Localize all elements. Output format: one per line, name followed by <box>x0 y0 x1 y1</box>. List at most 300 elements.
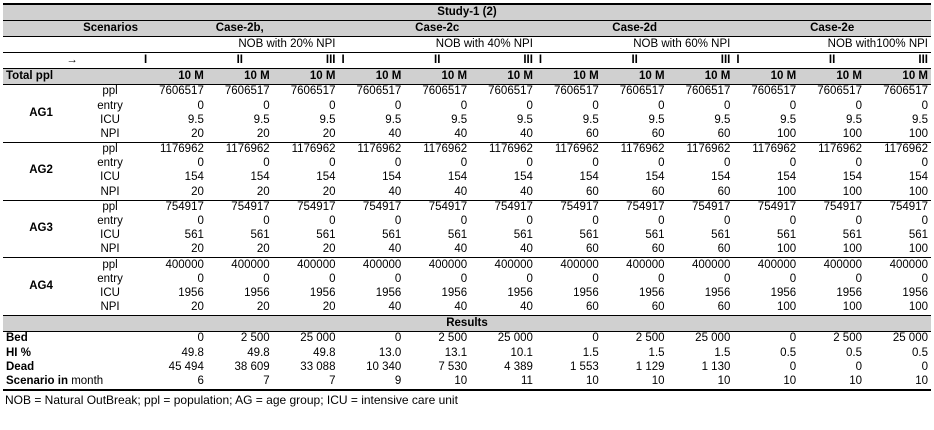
table-cell: 0 <box>723 99 731 112</box>
table-cell: 754917 <box>297 200 336 213</box>
table-row <box>3 157 931 171</box>
results-value: 10 <box>865 375 931 390</box>
table-cell: 60 <box>668 301 734 316</box>
table-cell: 754917 <box>362 200 402 213</box>
table-cell: 0 <box>263 272 270 285</box>
table-cell: 0 <box>460 157 468 170</box>
table-cell: 100 <box>865 301 931 316</box>
table-cell: 561 <box>711 229 731 242</box>
table-cell: 60 <box>668 243 734 258</box>
table-cell: 0 <box>789 157 797 170</box>
table-cell: 0 <box>592 272 599 285</box>
table-cell: 7606517 <box>619 85 665 98</box>
table-cell: 20 <box>273 301 339 316</box>
table-cell: 7606517 <box>356 85 402 98</box>
results-value: 0.5 <box>780 346 797 359</box>
table-cell: 400000 <box>494 258 533 271</box>
table-cell: 154 <box>579 171 599 184</box>
row-label: NPI <box>79 128 141 143</box>
table-cell: 561 <box>184 229 204 242</box>
table-cell: 9.5 <box>845 113 862 126</box>
table-cell: 20 <box>141 128 207 143</box>
table-cell: 1956 <box>770 286 797 299</box>
table-cell: 754917 <box>494 200 533 213</box>
table-cell: 60 <box>668 128 734 143</box>
table-cell: 1956 <box>704 286 731 299</box>
row-label: ICU <box>100 286 120 299</box>
table-cell: 60 <box>536 185 602 200</box>
table-cell: 1956 <box>309 286 336 299</box>
results-value: 10 <box>536 375 602 390</box>
title-row <box>3 4 931 21</box>
table-cell: 40 <box>470 185 536 200</box>
table-cell: 0 <box>329 157 336 170</box>
table-row <box>3 301 931 316</box>
table-cell: 20 <box>273 185 339 200</box>
roman-numeral: II <box>207 53 273 69</box>
results-value: 13.0 <box>378 346 402 359</box>
total-ppl-value: 10 M <box>799 69 865 85</box>
table-cell: 0 <box>329 99 336 112</box>
table-cell: 1176962 <box>620 143 665 156</box>
age-group-label: AG4 <box>3 258 79 316</box>
table-cell: 20 <box>141 185 207 200</box>
total-ppl-value: 10 M <box>207 69 273 85</box>
results-value: 7 <box>207 375 273 390</box>
results-value: 10 <box>733 375 799 390</box>
table-cell: 0 <box>526 215 533 228</box>
table-cell: 154 <box>908 171 928 184</box>
table-row <box>3 85 931 100</box>
results-value: 10 <box>668 375 734 390</box>
table-cell: 561 <box>645 229 665 242</box>
row-label: entry <box>97 157 123 170</box>
table-cell: 40 <box>404 243 470 258</box>
table-cell: 9.5 <box>912 113 928 126</box>
results-value: 0 <box>855 360 862 373</box>
table-cell: 0 <box>592 99 599 112</box>
results-value: 13.1 <box>444 346 468 359</box>
table-cell: 9.5 <box>582 113 599 126</box>
case-subtitle: NOB with100% NPI <box>733 37 931 53</box>
row-label: entry <box>97 215 123 228</box>
table-cell: 40 <box>470 301 536 316</box>
table-cell: 1956 <box>375 286 402 299</box>
table-cell: 0 <box>329 272 336 285</box>
table-cell: 60 <box>536 243 602 258</box>
table-row <box>3 99 931 113</box>
table-cell: 40 <box>404 185 470 200</box>
table-cell: 0 <box>460 99 468 112</box>
results-value: 0.5 <box>912 346 928 359</box>
case-name: Case-2b, <box>141 21 338 37</box>
study-table-container <box>3 3 931 407</box>
table-cell: 754917 <box>889 200 928 213</box>
table-cell: 400000 <box>428 258 468 271</box>
results-row <box>3 375 931 390</box>
table-cell: 561 <box>776 229 797 242</box>
table-cell: 100 <box>865 185 931 200</box>
table-cell: 400000 <box>823 258 862 271</box>
results-value: 0 <box>197 332 204 345</box>
row-label: ppl <box>102 200 118 213</box>
table-cell: 154 <box>776 171 797 184</box>
total-ppl-value: 10 M <box>141 69 207 85</box>
results-label-text: Bed <box>6 332 28 345</box>
roman-numeral: III <box>470 53 536 69</box>
table-cell: 0 <box>460 215 468 228</box>
results-value: 2 500 <box>833 332 862 345</box>
results-value: 25 000 <box>892 332 928 345</box>
table-cell: 0 <box>921 215 928 228</box>
table-cell: 0 <box>789 99 797 112</box>
table-cell: 9.5 <box>516 113 533 126</box>
table-row <box>3 128 931 143</box>
case-subtitle: NOB with 20% NPI <box>141 37 338 53</box>
table-cell: 754917 <box>428 200 468 213</box>
table-cell: 100 <box>865 243 931 258</box>
table-cell: 40 <box>338 243 404 258</box>
table-row <box>3 243 931 258</box>
results-value: 0 <box>592 332 599 345</box>
row-label: ICU <box>100 171 120 184</box>
age-group-label: AG3 <box>3 200 79 258</box>
results-value: 10 <box>799 375 865 390</box>
table-cell: 0 <box>394 157 402 170</box>
table-cell: 0 <box>658 157 665 170</box>
table-cell: 60 <box>602 185 668 200</box>
table-cell: 0 <box>394 99 402 112</box>
table-cell: 60 <box>602 243 668 258</box>
table-cell: 7606517 <box>817 85 862 98</box>
table-cell: 400000 <box>560 258 599 271</box>
scenarios-label: Scenarios <box>3 21 141 37</box>
table-cell: 154 <box>184 171 204 184</box>
arrow-cell: → <box>3 53 141 69</box>
table-cell: 754917 <box>691 200 731 213</box>
table-cell: 100 <box>733 243 799 258</box>
results-value: 0 <box>789 332 797 345</box>
results-value: 2 500 <box>438 332 468 345</box>
table-cell: 0 <box>855 99 862 112</box>
table-cell: 7606517 <box>290 85 336 98</box>
results-value: 1 130 <box>701 360 731 373</box>
results-value: 1 129 <box>635 360 665 373</box>
table-cell: 754917 <box>560 200 599 213</box>
table-cell: 400000 <box>691 258 731 271</box>
results-value: 0.5 <box>845 346 862 359</box>
row-label: NPI <box>79 185 141 200</box>
table-cell: 400000 <box>297 258 336 271</box>
empty-cell <box>3 37 141 53</box>
roman-numeral: I <box>536 53 602 69</box>
table-cell: 40 <box>338 185 404 200</box>
table-cell: 0 <box>394 272 402 285</box>
total-ppl-value: 10 M <box>470 69 536 85</box>
case-name: Case-2c <box>338 21 535 37</box>
row-label: ppl <box>102 85 118 98</box>
row-label: entry <box>97 272 123 285</box>
table-cell: 1176962 <box>554 143 599 156</box>
results-value: 49.8 <box>313 346 336 359</box>
table-cell: 400000 <box>889 258 928 271</box>
table-cell: 154 <box>447 171 468 184</box>
table-cell: 7606517 <box>224 85 270 98</box>
age-group-label: AG1 <box>3 85 79 143</box>
table-cell: 40 <box>470 243 536 258</box>
results-value: 10.1 <box>510 346 533 359</box>
table-cell: 20 <box>207 243 273 258</box>
table-cell: 1176962 <box>225 143 270 156</box>
roman-row <box>3 53 931 69</box>
table-cell: 561 <box>842 229 862 242</box>
table-cell: 9.5 <box>648 113 665 126</box>
table-cell: 9.5 <box>714 113 731 126</box>
table-cell: 1176962 <box>686 143 731 156</box>
table-cell: 60 <box>536 128 602 143</box>
table-cell: 1176962 <box>818 143 862 156</box>
table-cell: 400000 <box>362 258 402 271</box>
results-label-suffix: month <box>68 374 104 387</box>
results-row <box>3 332 931 347</box>
results-title: Results <box>3 316 931 332</box>
table-cell: 40 <box>338 128 404 143</box>
table-row <box>3 258 931 273</box>
results-value: 0 <box>789 360 797 373</box>
case-subtitle: NOB with 40% NPI <box>338 37 535 53</box>
results-label <box>3 346 141 360</box>
table-cell: 1956 <box>507 286 533 299</box>
results-value: 49.8 <box>181 346 204 359</box>
results-value: 2 500 <box>240 332 270 345</box>
table-cell: 0 <box>855 215 862 228</box>
results-value: 1.5 <box>648 346 665 359</box>
table-row <box>3 142 931 157</box>
table-cell: 0 <box>592 157 599 170</box>
table-cell: 100 <box>733 301 799 316</box>
table-cell: 0 <box>658 99 665 112</box>
table-cell: 561 <box>316 229 336 242</box>
roman-numeral: I <box>733 53 799 69</box>
total-ppl-value: 10 M <box>668 69 734 85</box>
total-ppl-value: 10 M <box>733 69 799 85</box>
table-cell: 0 <box>263 99 270 112</box>
table-cell: 154 <box>645 171 665 184</box>
table-cell: 154 <box>250 171 270 184</box>
table-cell: 1956 <box>638 286 665 299</box>
table-cell: 400000 <box>626 258 665 271</box>
table-cell: 154 <box>382 171 402 184</box>
study-table <box>3 3 931 391</box>
table-cell: 40 <box>470 128 536 143</box>
table-cell: 561 <box>579 229 599 242</box>
table-cell: 0 <box>526 272 533 285</box>
results-value: 0 <box>921 360 928 373</box>
results-row <box>3 346 931 360</box>
table-cell: 0 <box>263 215 270 228</box>
table-cell: 7606517 <box>883 85 928 98</box>
case-subtitle: NOB with 60% NPI <box>536 37 733 53</box>
table-cell: 1956 <box>902 286 928 299</box>
table-cell: 0 <box>855 157 862 170</box>
results-label-text: Scenario in <box>6 374 68 387</box>
total-ppl-row <box>3 69 931 85</box>
table-cell: 1956 <box>441 286 468 299</box>
table-row <box>3 171 931 185</box>
row-label: entry <box>97 99 123 112</box>
table-cell: 0 <box>789 272 797 285</box>
results-value: 49.8 <box>247 346 270 359</box>
table-cell: 20 <box>207 185 273 200</box>
table-cell: 60 <box>668 185 734 200</box>
table-row <box>3 215 931 229</box>
table-cell: 561 <box>513 229 533 242</box>
table-cell: 7606517 <box>751 85 797 98</box>
total-ppl-value: 10 M <box>338 69 404 85</box>
table-cell: 40 <box>338 301 404 316</box>
results-value: 10 <box>602 375 668 390</box>
table-cell: 20 <box>141 243 207 258</box>
table-cell: 100 <box>799 243 865 258</box>
table-cell: 0 <box>855 272 862 285</box>
table-cell: 9.5 <box>187 113 204 126</box>
table-cell: 100 <box>733 185 799 200</box>
row-label: ICU <box>100 229 120 242</box>
results-value: 10 <box>404 375 470 390</box>
table-cell: 1176962 <box>884 143 928 156</box>
table-cell: 154 <box>316 171 336 184</box>
table-row <box>3 113 931 127</box>
table-cell: 0 <box>789 215 797 228</box>
table-cell: 561 <box>382 229 402 242</box>
table-cell: 0 <box>197 157 204 170</box>
table-cell: 0 <box>526 157 533 170</box>
row-label: NPI <box>79 243 141 258</box>
table-cell: 754917 <box>231 200 270 213</box>
results-value: 10 340 <box>366 360 402 373</box>
table-cell: 0 <box>197 272 204 285</box>
results-value: 9 <box>338 375 404 390</box>
table-row <box>3 229 931 243</box>
table-cell: 100 <box>799 301 865 316</box>
table-cell: 0 <box>197 215 204 228</box>
table-cell: 0 <box>921 157 928 170</box>
roman-numeral: III <box>865 53 931 69</box>
results-value: 7 <box>273 375 339 390</box>
total-ppl-value: 10 M <box>865 69 931 85</box>
table-title: Study-1 (2) <box>3 4 931 21</box>
table-cell: 7606517 <box>685 85 731 98</box>
table-cell: 20 <box>273 128 339 143</box>
table-cell: 7606517 <box>553 85 599 98</box>
table-row <box>3 185 931 200</box>
table-cell: 20 <box>207 301 273 316</box>
total-ppl-value: 10 M <box>273 69 339 85</box>
table-cell: 400000 <box>231 258 270 271</box>
case-name-row <box>3 21 931 37</box>
results-value: 25 000 <box>300 332 336 345</box>
table-cell: 0 <box>592 215 599 228</box>
table-cell: 1176962 <box>357 143 402 156</box>
table-cell: 754917 <box>626 200 665 213</box>
table-cell: 7606517 <box>159 85 204 98</box>
table-cell: 561 <box>908 229 928 242</box>
footnote: NOB = Natural OutBreak; ppl = population; AG = age group; ICU = intensive care unit <box>5 392 458 407</box>
table-cell: 154 <box>842 171 862 184</box>
table-cell: 40 <box>404 301 470 316</box>
roman-numeral: III <box>668 53 734 69</box>
results-value: 25 000 <box>695 332 731 345</box>
results-label-text: HI % <box>6 346 31 359</box>
results-value: 1.5 <box>582 346 599 359</box>
table-cell: 1176962 <box>752 143 797 156</box>
table-cell: 7606517 <box>488 85 533 98</box>
table-cell: 1956 <box>244 286 270 299</box>
table-cell: 1176962 <box>291 143 336 156</box>
table-cell: 0 <box>329 215 336 228</box>
results-value: 1 553 <box>569 360 599 373</box>
table-cell: 0 <box>658 272 665 285</box>
case-sub-row <box>3 37 931 53</box>
row-label: ICU <box>100 113 120 126</box>
table-cell: 9.5 <box>451 113 468 126</box>
case-name: Case-2d <box>536 21 733 37</box>
table-cell: 561 <box>250 229 270 242</box>
table-cell: 100 <box>799 128 865 143</box>
table-cell: 0 <box>921 99 928 112</box>
table-cell: 9.5 <box>780 113 797 126</box>
table-cell: 0 <box>394 215 402 228</box>
roman-numeral: II <box>602 53 668 69</box>
roman-numeral: I <box>338 53 404 69</box>
table-cell: 754917 <box>823 200 862 213</box>
row-label: NPI <box>79 301 141 316</box>
results-label-text: Dead <box>6 360 35 373</box>
roman-numeral: III <box>273 53 339 69</box>
results-label <box>3 375 141 390</box>
table-cell: 0 <box>526 99 533 112</box>
table-cell: 154 <box>711 171 731 184</box>
table-cell: 1956 <box>836 286 862 299</box>
results-label <box>3 360 141 374</box>
total-ppl-value: 10 M <box>602 69 668 85</box>
results-value: 38 609 <box>234 360 270 373</box>
row-label: ppl <box>102 143 118 156</box>
results-value: 2 500 <box>635 332 665 345</box>
table-cell: 754917 <box>165 200 204 213</box>
table-cell: 20 <box>141 301 207 316</box>
table-cell: 1176962 <box>423 143 468 156</box>
results-value: 1.5 <box>714 346 731 359</box>
row-label: ppl <box>102 258 118 271</box>
results-title-row <box>3 316 931 332</box>
results-value: 11 <box>470 375 536 390</box>
table-cell: 0 <box>723 215 731 228</box>
results-value: 7 530 <box>438 360 468 373</box>
table-cell: 0 <box>658 215 665 228</box>
table-row <box>3 272 931 286</box>
table-cell: 20 <box>273 243 339 258</box>
table-cell: 0 <box>263 157 270 170</box>
results-value: 25 000 <box>497 332 533 345</box>
age-group-label: AG2 <box>3 142 79 200</box>
table-cell: 400000 <box>757 258 797 271</box>
table-cell: 60 <box>602 301 668 316</box>
table-cell: 60 <box>536 301 602 316</box>
case-name: Case-2e <box>733 21 931 37</box>
table-cell: 0 <box>723 272 731 285</box>
results-row <box>3 360 931 374</box>
